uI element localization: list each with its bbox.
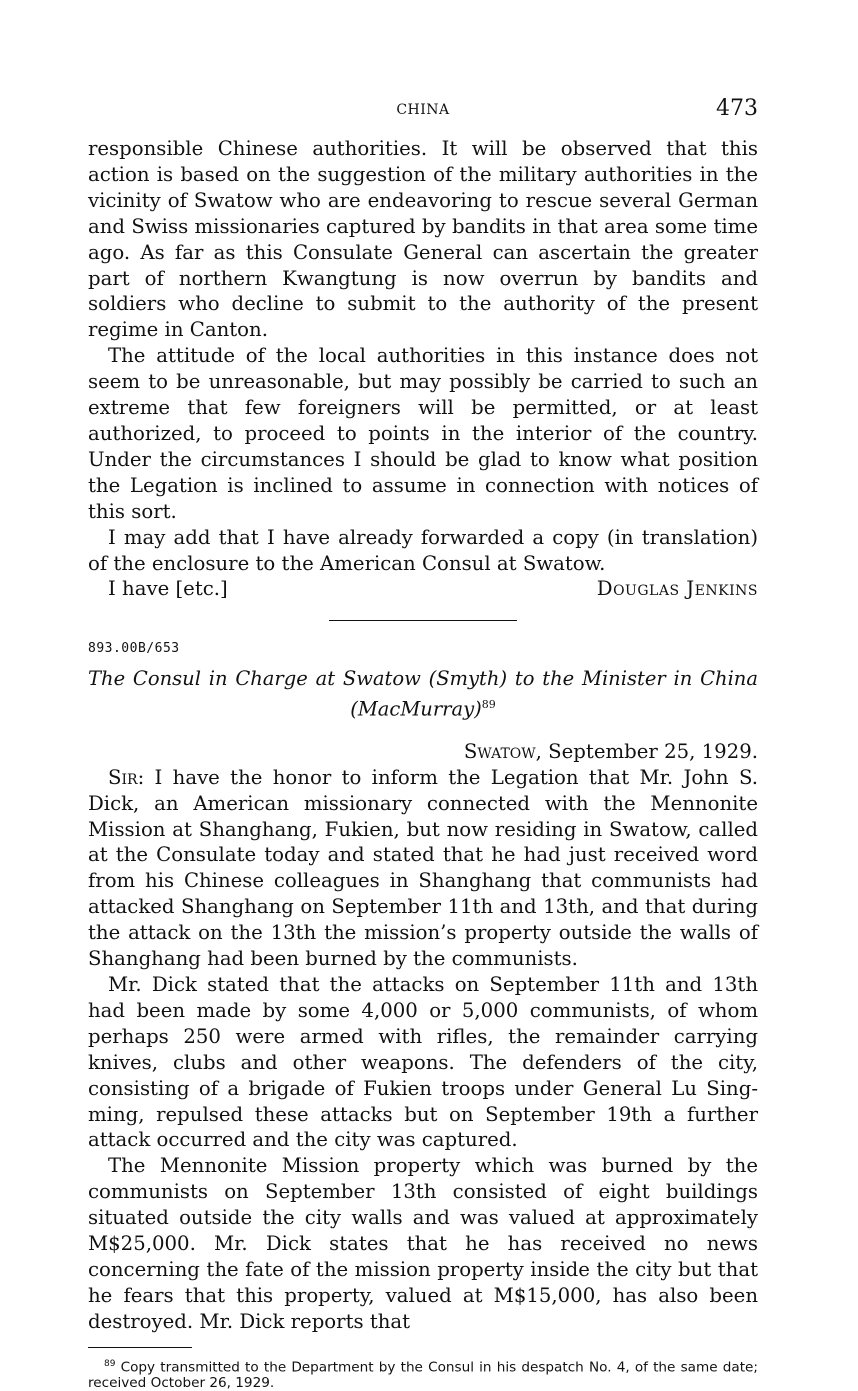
dateline-place: Swatow <box>463 739 536 763</box>
document-page <box>88 96 758 1391</box>
page-number: 473 <box>716 96 758 121</box>
running-title: CHINA <box>396 102 450 118</box>
letter2-paragraph-1 <box>88 765 758 972</box>
letter1-paragraph-3: I may add that I have already forwarded a copy (in translation) of the enclosure to the American Consul at Swatow. <box>88 525 758 575</box>
letter1-paragraph-1: responsible Chinese authorities. It will be observed that this action is based on the suggestion of the military authorities in the vicinity of Swatow who are endeavoring to rescue several German and Swiss missionaries captured by bandits in that area some time ago. As far as this Consulate General can ascertain the greater part of northern Kwangtung is now overrun by bandits and soldiers who decline to submit to the authority of the present regime in Canton. <box>88 137 758 342</box>
letter2-paragraph-2: Mr. Dick stated that the attacks on September 11th and 13th had been made by some 4,000 or 5,000 communists, of whom perhaps 250 were armed with rifles, the remainder carrying knives, clubs and other weapons. The defenders of the city, consisting of a brigade of Fukien troops under General Lu Sing-ming, repulsed these attacks but on September 19th a further attack occurred and the city was captured. <box>88 972 758 1152</box>
document-title <box>88 666 758 723</box>
letter1-closing: I have [etc.] <box>108 577 228 601</box>
letter1-paragraph-2: The attitude of the local authorities in this instance does not seem to be unreasonable, but may possibly be carried to such an extreme that few foreigners will be permitted, or at least authorized, to proceed to points in the interior of the country. Under the circumstances I should be glad to know what position the Legation is inclined to assume in connection with notices of this sort. <box>88 344 758 523</box>
running-head <box>88 96 758 136</box>
footnote-number: 89 <box>104 1358 116 1369</box>
dateline <box>88 739 758 765</box>
salutation: Sir <box>108 765 138 789</box>
footnote <box>88 1356 758 1391</box>
dateline-date: , September 25, 1929. <box>535 739 758 763</box>
footnote-reference: 89 <box>481 698 496 712</box>
document-title-line-2: (MacMurray) <box>350 697 482 721</box>
section-divider <box>329 620 517 621</box>
footnote-text: Copy transmitted to the Department by the Consul in his despatch No. 4, of the same date; received October 26, 1929. <box>88 1359 758 1391</box>
letter1-closing-line <box>88 576 758 602</box>
footnote-divider <box>88 1347 192 1348</box>
letter2-paragraph-1-text: : I have the honor to inform the Legation that Mr. John S. Dick, an American missionary connected with the Mennonite Mission at Shanghang, Fukien, but now residing in Swatow, called at the Consulate today and stated that he had just received word from his Chinese colleagues in Shanghang that communists had attacked Shanghang on September 11th and 13th, and that during the attack on the 13th the mission’s property outside the walls of Shanghang had been burned by the communists. <box>88 765 758 971</box>
letter1-signature: Douglas Jenkins <box>596 577 758 601</box>
document-title-line-1: The Consul in Charge at Swatow (Smyth) to the Minister in China <box>88 667 758 691</box>
file-number: 893.00B/653 <box>88 641 180 657</box>
letter2-paragraph-3: The Mennonite Mission property which was burned by the communists on September 13th consisted of eight buildings situated outside the city walls and was valued at approximately M$25,000. Mr. Dick states that he has received no news concerning the fate of the mission property inside the city but that he fears that this property, valued at M$15,000, has also been destroyed. Mr. Dick reports that <box>88 1154 758 1333</box>
